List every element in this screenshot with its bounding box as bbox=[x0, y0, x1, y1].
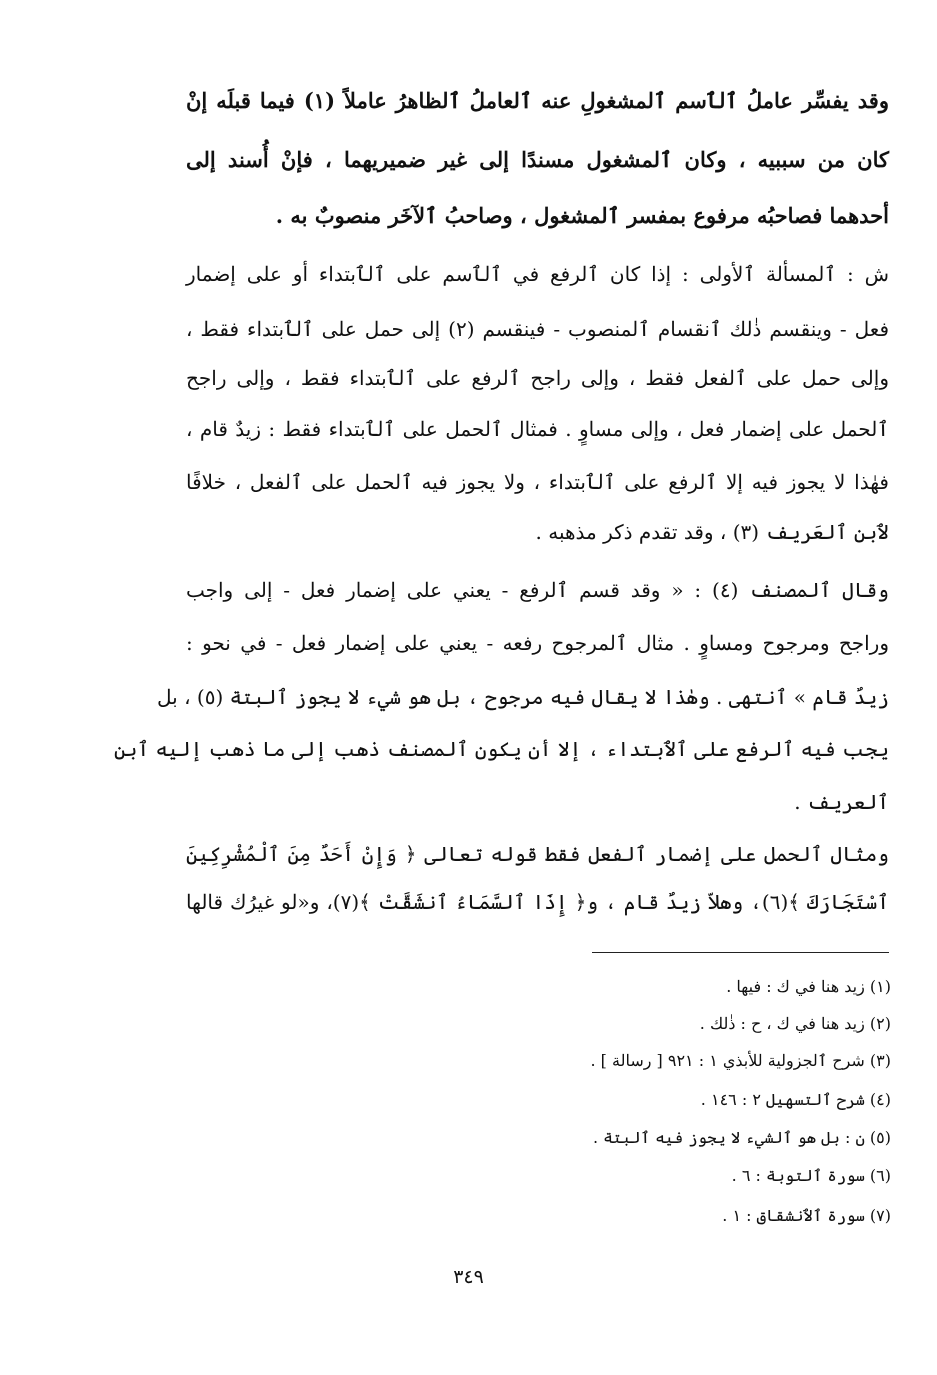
para2-line-4: يجب فيه ٱلرفع على ٱلٱبتداء ، إلا أن يكون ٱلمصنف ذهب إلى ما ذهب إليه ٱبن bbox=[113, 737, 889, 761]
footnote-4: (٤) شرح ٱلتسهيل ٢ : ١٤٦ . bbox=[700, 1090, 891, 1109]
para1-line-1: ش : ٱلمسألة ٱلأولى : إذا كان ٱلرفع في ٱلٱسم على ٱلٱبتداء أو على إضمار bbox=[186, 262, 889, 286]
footnote-3: (٣) شرح ٱلجزولية للأبذي ١ : ٩٢١ [ رسالة ] . bbox=[590, 1051, 891, 1070]
para2-line-5: ٱلعريف . bbox=[794, 790, 889, 814]
para2-line-3: زيدٌ قام » ٱنتهى . وهٰذا لا يقال فيه مرجوح ، بل هو شيء لا يجوز ٱلبتة (٥) ، بل bbox=[157, 685, 889, 709]
footnote-1: (١) زيد هنا في ك : فيها . bbox=[726, 977, 891, 996]
para1-line-5: فهٰذا لا يجوز فيه إلا ٱلرفع على ٱلٱبتداء ، ولا يجوز فيه ٱلحمل على ٱلفعل ، خلافًا bbox=[186, 470, 889, 494]
footnote-2: (٢) زيد هنا في ك ، ح : ذٰلك . bbox=[699, 1014, 891, 1033]
footnote-5: (٥) ن : بل هو ٱلشيء لا يجوز فيه ٱلبتة . bbox=[592, 1128, 891, 1147]
page-number: ٣٤٩ bbox=[453, 1266, 484, 1288]
para1-line-3: وإلى حمل على ٱلفعل فقط ، وإلى راجح ٱلرفع على ٱلٱبتداء فقط ، وإلى راجح bbox=[186, 366, 889, 390]
para1-line-6: لٱبن ٱلعَريف (٣) ، وقد تقدم ذكر مذهبه . bbox=[535, 520, 889, 544]
para2-line-2: وراجح ومرجوح ومساوٍ . مثال ٱلمرجوح رفعه - يعني على إضمار فعل - في نحو : bbox=[186, 631, 889, 655]
para1-line-2: فعل - وينقسم ذٰلك ٱنقسام ٱلمنصوب - فينقسم (٢) إلى حمل على ٱلٱبتداء فقط ، bbox=[186, 317, 890, 341]
para1-line-4: ٱلحمل على إضمار فعل ، وإلى مساوٍ . فمثال ٱلحمل على ٱلٱبتداء فقط : زيدٌ قام ، bbox=[186, 417, 889, 441]
footnote-6: (٦) سورة ٱلتوبة : ٦ . bbox=[731, 1166, 891, 1185]
para3-line-2: ٱسْتَجَارَكَ ﴾(٦)، وهلاّ زيدٌ قام ، و﴿ إِذَا ٱلسَّمَاءُ ٱنشَقَّتْ ﴾(٧)، و«لو غيرُك قالها bbox=[186, 890, 889, 914]
footnote-7: (٧) سورة ٱلٱنشقاق : ١ . bbox=[722, 1206, 891, 1225]
matn-line-1: وقد يفسِّر عاملُ ٱلٱسم ٱلمشغولِ عنه ٱلعاملُ ٱلظاهرُ عاملاً (١) فيما قبلَه إنْ bbox=[186, 88, 889, 113]
para2-line-1: وقال ٱلمصنف (٤) : « وقد قسم ٱلرفع - يعني على إضمار فعل - إلى واجب bbox=[186, 578, 889, 602]
para3-line-1: ومثال ٱلحمل على إضمار ٱلفعل فقط قوله تعالى ﴿ وَإِنْ أَحَدٌ مِنَ ٱلْمُشْرِكِينَ bbox=[186, 842, 889, 866]
footnote-separator bbox=[592, 952, 889, 953]
matn-line-3: أحدهما فصاحبُه مرفوع بمفسر ٱلمشغول ، وصاحبُ ٱلآخَر منصوبٌ به . bbox=[275, 203, 889, 228]
matn-line-2: كان من سببيه ، وكان ٱلمشغول مسندًا إلى غير ضميريهما ، فإنْ أُسند إلى bbox=[186, 147, 889, 172]
